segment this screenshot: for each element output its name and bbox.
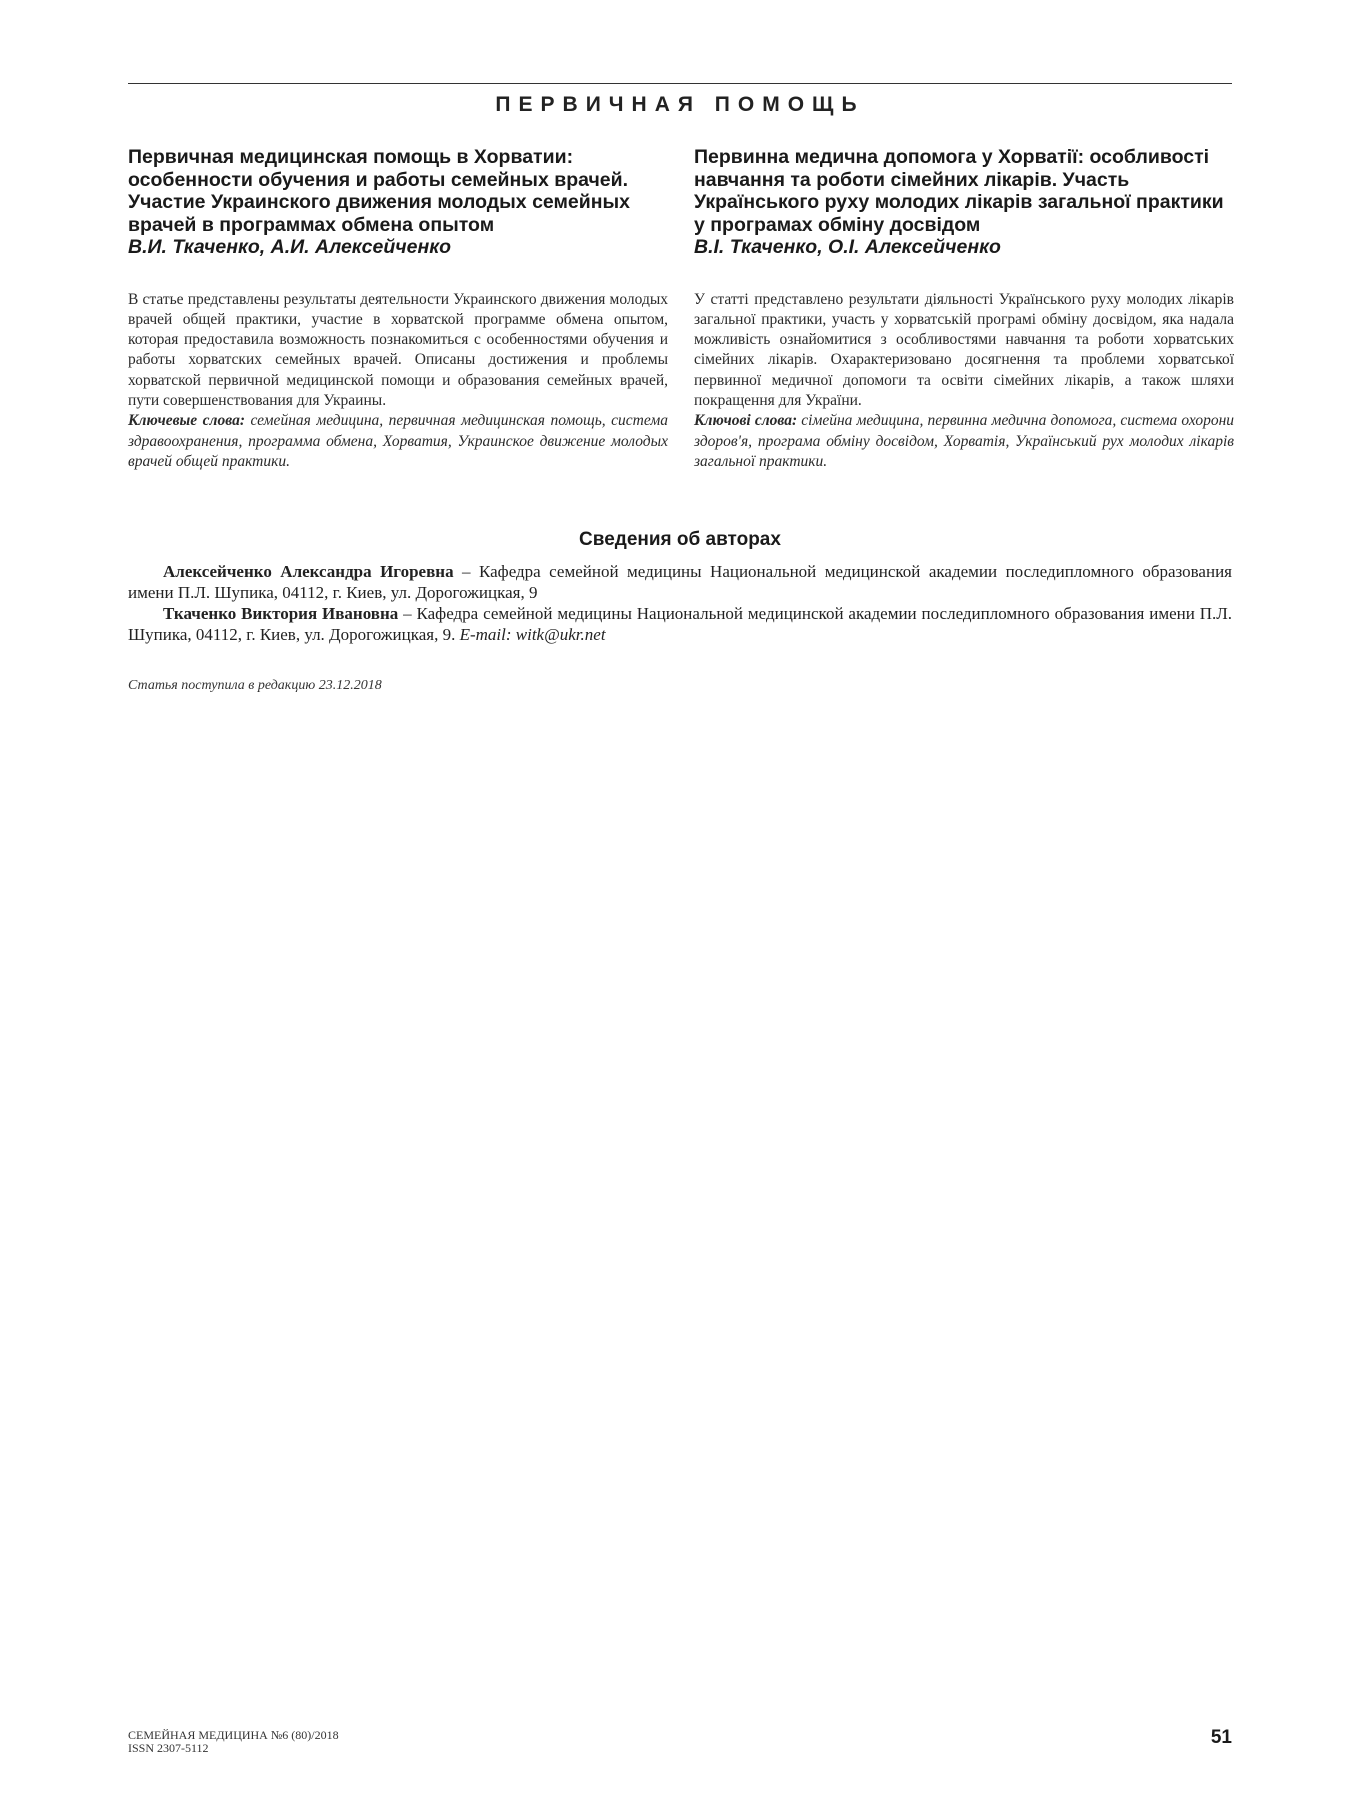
author-name: Ткаченко Виктория Ивановна [163, 604, 399, 623]
article-ru-keywords [128, 411, 668, 472]
received-date: Статья поступила в редакцию 23.12.2018 [128, 678, 382, 693]
page-number: 51 [1210, 1727, 1232, 1748]
author-entry [128, 561, 1232, 603]
about-authors-heading: Сведения об авторах [579, 529, 781, 550]
author-affiliation: – Кафедра семейной медицины Национальной медицинской академии последипломного образования имени П.Л. Шупика, 04112, г. Киев, ул. Дорогожицкая, 9. [128, 604, 1233, 644]
article-ru-column [128, 146, 668, 472]
article-uk-abstract: У статті представлено результати діяльності Українського руху молодих лікарів загальної практики, участь у хорватській програмі обміну досвідом, яка надала можливість ознайомитися з особливостями навчання та роботи хорватських сімейних лікарів. Охарактеризовано досягнення та проблеми хорватської первинної медичної допомоги та освіти сімейних лікарів, а також шляхи покращення для України. [694, 290, 1234, 409]
author-email: E-mail: witk@ukr.net [459, 625, 606, 644]
article-uk-authors: В.І. Ткаченко, О.І. Алексейченко [694, 236, 1001, 258]
author-entry [128, 603, 1232, 645]
section-title: ПЕРВИЧНАЯ ПОМОЩЬ [495, 93, 865, 116]
article-ru-keywords-label: Ключевые слова: [128, 412, 245, 430]
about-authors-section [128, 561, 1232, 645]
journal-issn: ISSN 2307-5112 [128, 1741, 209, 1755]
article-uk-column [694, 146, 1234, 472]
journal-name: СЕМЕЙНАЯ МЕДИЦИНА №6 (80)/2018 [128, 1728, 339, 1742]
article-ru-keywords-text: семейная медицина, первичная медицинская помощь, система здравоохранения, программа обмена, Хорватия, Украинское движение молодых врачей общей практики. [128, 412, 668, 470]
header-rule [128, 83, 1232, 84]
article-uk-title: Первинна медична допомога у Хорватії: особливості навчання та роботи сімейних лікарів. Участь Українського руху молодих лікарів загальної практики у програмах обміну досвідом [694, 146, 1224, 236]
article-uk-keywords-text: сімейна медицина, первинна медична допомога, система охорони здоров'я, програма обміну досвідом, Хорватія, Український рух молодих лікарів загальної практики. [694, 412, 1235, 470]
article-ru-authors: В.И. Ткаченко, А.И. Алексейченко [128, 236, 452, 258]
article-ru-title: Первичная медицинская помощь в Хорватии: особенности обучения и работы семейных врачей. Участие Украинского движения молодых семейных врачей в программах обмена опытом [128, 146, 631, 236]
author-affiliation: – Кафедра семейной медицины Национальной медицинской академии последипломного образования имени П.Л. Шупика, 04112, г. Киев, ул. Дорогожицкая, 9 [128, 562, 1232, 602]
footer-journal-info [128, 1729, 339, 1755]
article-uk-keywords [694, 411, 1234, 472]
article-uk-keywords-label: Ключові слова: [694, 412, 798, 430]
author-name: Алексейченко Александра Игоревна [163, 562, 454, 581]
article-ru-abstract: В статье представлены результаты деятельности Украинского движения молодых врачей общей практики, участие в хорватской программе обмена опытом, которая предоставила возможность познакомиться с особенностями обучения и работы хорватских семейных врачей. Описаны достижения и проблемы хорватской первичной медицинской помощи и образования семейных врачей, пути совершенствования для Украины. [128, 290, 668, 409]
